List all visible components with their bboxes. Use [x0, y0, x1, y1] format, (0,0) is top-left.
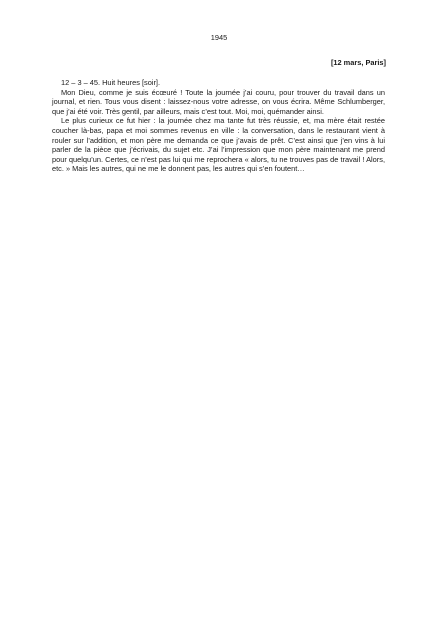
entry-paragraph-2: Le plus curieux ce fut hier : la journée chez ma tante fut très réussie, et, ma mère était restée coucher là-bas, papa et moi sommes revenus en ville : la conversation, dans le restaurant vient à rouler sur l’addition, et mon père me demanda ce que j’avais de prêt. C’est ainsi que j’en vins à lui parler de la pièce que j’écrivais, du sujet etc. J’ai l’impression que mon père maintenant me prend pour quelqu’un. Certes, ce n’est pas lui qui me reprochera « alors, tu ne trouves pas de travail ! Alors, etc. » Mais les autres, qui ne me le donnent pas, les autres qui s’en foutent… — [52, 116, 385, 174]
entry-heading: 12 – 3 – 45. Huit heures [soir]. — [61, 78, 161, 87]
entry-dateline: [12 mars, Paris] — [330, 58, 386, 67]
page-year-header: 1945 — [210, 33, 228, 42]
entry-paragraph-1: Mon Dieu, comme je suis écœuré ! Toute la journée j’ai couru, pour trouver du travail dans un journal, et rien. Tous vous disent : laissez-nous votre adresse, on vous écrira. Même Schlumberger, que j’ai été voir. Très gentil, par ailleurs, mais c’est tout. Moi, moi, quémander ainsi. — [52, 87, 385, 116]
diary-entry — [52, 78, 385, 174]
